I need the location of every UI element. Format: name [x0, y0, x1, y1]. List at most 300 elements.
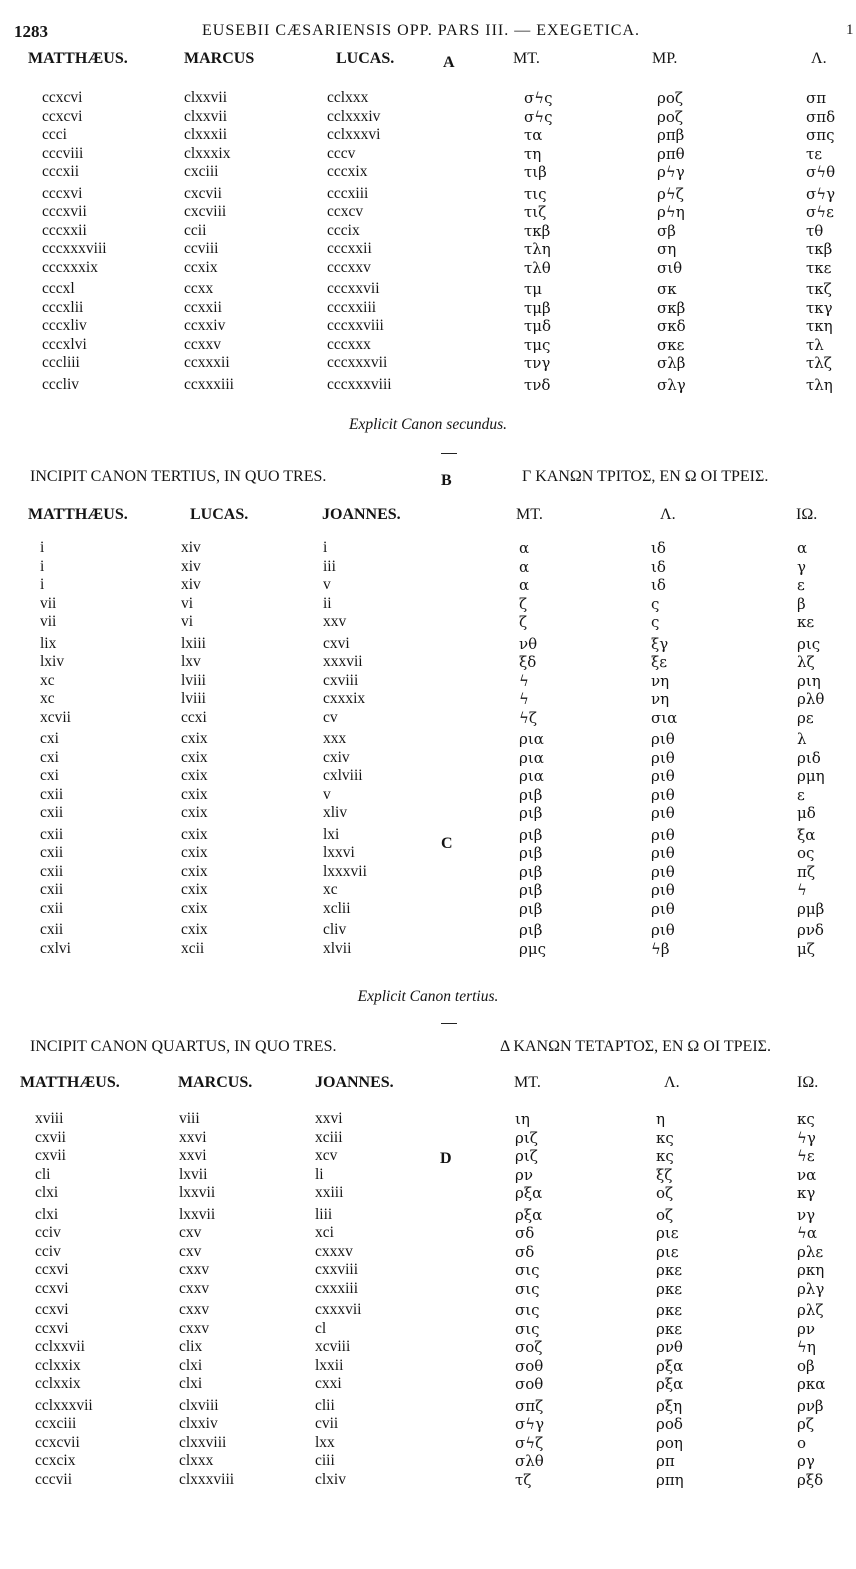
greek-numeral-cell: ργ — [797, 1452, 815, 1470]
table-row — [0, 539, 856, 558]
greek-numeral-cell: σκβ — [657, 298, 686, 317]
latin-numeral-cell: lviii — [181, 690, 206, 707]
greek-numeral-cell: ιδ — [651, 539, 666, 557]
latin-numeral-cell: cxlvi — [40, 939, 71, 957]
greek-numeral-cell: ρπθ — [657, 144, 685, 163]
latin-numeral-cell: cxii — [40, 881, 64, 898]
greek-numeral-cell: τμς — [524, 335, 551, 354]
latin-numeral-cell: ccxx — [184, 280, 214, 297]
greek-numeral-cell: κε — [797, 613, 815, 631]
latin-numeral-cell: cclxxvii — [35, 1338, 85, 1355]
latin-numeral-cell: cxlviii — [323, 767, 363, 784]
latin-numeral-cell: i — [40, 539, 45, 556]
latin-numeral-cell: cccix — [327, 221, 360, 239]
greek-numeral-cell: οζ — [656, 1184, 674, 1202]
latin-numeral-cell: vii — [40, 613, 57, 630]
column-header: ΜΤ. — [516, 506, 543, 523]
latin-numeral-cell: lxiii — [181, 634, 206, 652]
table-row — [0, 108, 856, 127]
latin-numeral-cell: xcv — [315, 1147, 338, 1164]
greek-numeral-cell: ϟζ — [519, 708, 538, 727]
column-header: Λ. — [664, 1074, 680, 1091]
latin-numeral-cell: clxi — [35, 1184, 59, 1201]
greek-numeral-cell: τλζ — [806, 354, 832, 372]
latin-numeral-cell: lxiv — [40, 653, 65, 670]
greek-numeral-cell: να — [797, 1165, 817, 1184]
greek-numeral-cell: ριθ — [651, 767, 675, 785]
greek-numeral-cell: ρξα — [515, 1205, 543, 1224]
greek-numeral-cell: α — [519, 576, 530, 594]
latin-numeral-cell: xxvi — [315, 1110, 343, 1127]
table-row — [0, 921, 856, 940]
latin-numeral-cell: cccxxii — [327, 240, 372, 257]
table-row — [0, 240, 856, 259]
greek-numeral-cell: ρλε — [797, 1242, 824, 1261]
latin-numeral-cell: cxiv — [323, 748, 350, 766]
latin-numeral-cell: v — [323, 785, 331, 803]
latin-numeral-cell: cccxvi — [42, 184, 83, 202]
table-row — [0, 576, 856, 595]
latin-numeral-cell: cxcvii — [184, 184, 222, 202]
greek-numeral-cell: κς — [797, 1110, 815, 1128]
latin-numeral-cell: cclxxix — [35, 1356, 81, 1374]
latin-numeral-cell: cccxlii — [42, 298, 84, 316]
table-row — [0, 1452, 856, 1471]
table-row — [0, 1280, 856, 1299]
greek-numeral-cell: πζ — [797, 862, 815, 881]
latin-numeral-cell: clxi — [179, 1375, 203, 1392]
table-row — [0, 940, 856, 959]
greek-numeral-cell: ξε — [651, 653, 668, 671]
greek-numeral-cell: τζ — [515, 1470, 532, 1489]
table-row — [0, 1338, 856, 1357]
greek-numeral-cell: σοθ — [515, 1375, 544, 1393]
latin-numeral-cell: cccliii — [42, 354, 80, 371]
latin-numeral-cell: cccxl — [42, 280, 75, 297]
latin-numeral-cell: clxiv — [315, 1470, 346, 1488]
latin-numeral-cell: cxii — [40, 844, 64, 861]
column-header: MATTHÆUS. — [28, 506, 128, 523]
greek-numeral-cell: ρκε — [656, 1261, 682, 1279]
latin-numeral-cell: cccxxii — [42, 221, 87, 239]
latin-numeral-cell: cccxxviii — [327, 317, 384, 334]
latin-numeral-cell: xcvii — [40, 708, 71, 726]
greek-numeral-cell: σις — [515, 1261, 540, 1279]
greek-numeral-cell: ε — [797, 785, 805, 804]
greek-numeral-cell: οβ — [797, 1356, 815, 1375]
running-title: EUSEBII CÆSARIENSIS OPP. PARS III. — EXEGETICA. — [202, 22, 641, 39]
greek-numeral-cell: σπς — [806, 126, 835, 144]
latin-numeral-cell: xcviii — [315, 1338, 351, 1355]
latin-numeral-cell: vi — [181, 594, 194, 612]
latin-numeral-cell: cccxlvi — [42, 335, 87, 353]
latin-numeral-cell: cccv — [327, 144, 356, 162]
latin-numeral-cell: cxxv — [179, 1319, 210, 1337]
greek-numeral-cell: ρε — [797, 708, 814, 727]
greek-numeral-cell: ρκε — [656, 1279, 682, 1298]
latin-numeral-cell: cxii — [40, 862, 64, 880]
latin-numeral-cell: clxviii — [179, 1396, 219, 1414]
greek-numeral-cell: οζ — [656, 1205, 674, 1224]
table-row — [0, 1375, 856, 1394]
latin-numeral-cell: xiv — [181, 557, 201, 575]
latin-numeral-cell: ccxxii — [184, 298, 222, 316]
latin-numeral-cell: cccxvii — [42, 203, 87, 220]
greek-numeral-cell: σϟζ — [515, 1433, 544, 1452]
greek-numeral-cell: σις — [515, 1319, 540, 1338]
canon3-column-headers — [0, 506, 856, 530]
table-row — [0, 1301, 856, 1320]
latin-numeral-cell: cxix — [181, 881, 208, 898]
greek-numeral-cell: ϟη — [797, 1338, 816, 1356]
greek-numeral-cell: ρπ — [656, 1452, 675, 1470]
greek-numeral-cell: ριθ — [651, 881, 675, 899]
latin-numeral-cell: lxxxvii — [323, 862, 367, 880]
greek-numeral-cell: ζ — [519, 613, 528, 631]
latin-numeral-cell: ccxxiv — [184, 317, 226, 334]
greek-numeral-cell: ρπβ — [657, 126, 685, 144]
latin-numeral-cell: clxi — [179, 1356, 203, 1374]
latin-numeral-cell: clxxvii — [184, 89, 228, 106]
latin-numeral-cell: cv — [323, 708, 338, 726]
latin-numeral-cell: ccxxxiii — [184, 375, 234, 393]
latin-numeral-cell: cclxxix — [35, 1375, 81, 1392]
latin-numeral-cell: cccxxxvii — [327, 354, 388, 371]
latin-numeral-cell: ccxvi — [35, 1301, 69, 1318]
greek-numeral-cell: σια — [651, 708, 678, 727]
greek-numeral-cell: σϟθ — [806, 163, 836, 181]
margin-letter: D — [440, 1150, 452, 1167]
latin-numeral-cell: cxcviii — [184, 203, 227, 220]
greek-numeral-cell: σπδ — [806, 107, 836, 126]
latin-numeral-cell: cxix — [181, 921, 208, 938]
latin-numeral-cell: cciv — [35, 1224, 61, 1241]
latin-numeral-cell: cccxix — [327, 163, 368, 180]
canon3-title-greek: Γ ΚΑΝΩΝ ΤΡΙΤΟΣ, ΕΝ Ω ΟΙ ΤΡΕΙΣ. — [522, 468, 769, 485]
table-row — [0, 1415, 856, 1434]
latin-numeral-cell: xc — [323, 881, 338, 898]
table-row — [0, 749, 856, 768]
latin-numeral-cell: i — [40, 576, 45, 593]
canon4-title-latin: INCIPIT CANON QUARTUS, IN QUO TRES. — [30, 1038, 337, 1055]
table-row — [0, 203, 856, 222]
latin-numeral-cell: v — [323, 576, 331, 593]
latin-numeral-cell: clxi — [35, 1205, 59, 1223]
canon4-table — [0, 1110, 856, 1489]
greek-numeral-cell: τιβ — [524, 163, 547, 181]
margin-letter: C — [441, 835, 453, 852]
greek-numeral-cell: σβ — [657, 221, 676, 240]
greek-numeral-cell: ρκε — [656, 1319, 682, 1338]
margin-letter: A — [443, 54, 455, 71]
greek-numeral-cell: λ — [797, 730, 807, 748]
greek-numeral-cell: σϟς — [524, 89, 553, 107]
column-header: ΙΩ. — [797, 1074, 819, 1091]
greek-numeral-cell: ρμη — [797, 767, 825, 785]
latin-numeral-cell: cxv — [179, 1242, 202, 1260]
latin-numeral-cell: ccxcvi — [42, 89, 83, 106]
greek-numeral-cell: σις — [515, 1301, 540, 1319]
greek-numeral-cell: τιζ — [524, 203, 547, 221]
greek-numeral-cell: σλγ — [657, 375, 686, 394]
canon4-column-headers — [0, 1074, 856, 1098]
latin-numeral-cell: cccxxx — [327, 335, 371, 353]
latin-numeral-cell: ccxi — [181, 708, 207, 726]
table-row — [0, 89, 856, 108]
latin-numeral-cell: cli — [35, 1165, 51, 1183]
greek-numeral-cell: ριδ — [797, 748, 821, 767]
latin-numeral-cell: i — [323, 539, 328, 556]
latin-numeral-cell: ii — [323, 594, 332, 612]
table-row — [0, 1166, 856, 1185]
greek-numeral-cell: τκγ — [806, 298, 833, 317]
greek-numeral-cell: ϟα — [797, 1224, 818, 1242]
greek-numeral-cell: τλη — [806, 375, 833, 394]
greek-numeral-cell: ριε — [656, 1242, 679, 1261]
greek-numeral-cell: ροζ — [657, 89, 683, 107]
greek-numeral-cell: τθ — [806, 221, 824, 240]
table-row — [0, 672, 856, 691]
latin-numeral-cell: cxii — [40, 804, 64, 821]
canon2-column-headers — [0, 50, 856, 74]
greek-numeral-cell: νη — [651, 690, 670, 708]
canon4-title-greek: Δ ΚΑΝΩΝ ΤΕΤΑΡΤΟΣ, ΕΝ Ω ΟΙ ΤΡΕΙΣ. — [500, 1038, 771, 1055]
greek-numeral-cell: σκ — [657, 280, 677, 298]
greek-numeral-cell: ρξα — [515, 1184, 543, 1202]
latin-numeral-cell: clxxviii — [179, 1433, 227, 1451]
table-row — [0, 1110, 856, 1129]
greek-numeral-cell: ϟε — [797, 1147, 815, 1165]
greek-numeral-cell: α — [519, 557, 530, 576]
latin-numeral-cell: lviii — [181, 671, 206, 689]
section-rule — [441, 1023, 457, 1024]
greek-numeral-cell: α — [797, 539, 808, 557]
latin-numeral-cell: cclxxx — [327, 89, 369, 106]
greek-numeral-cell: ρλγ — [797, 1279, 825, 1298]
latin-numeral-cell: cxi — [40, 767, 59, 784]
greek-numeral-cell: ϟ — [519, 690, 529, 708]
greek-numeral-cell: ρξδ — [797, 1470, 824, 1489]
greek-numeral-cell: ρζ — [797, 1415, 814, 1433]
table-row — [0, 786, 856, 805]
latin-numeral-cell: cl — [315, 1319, 327, 1337]
greek-numeral-cell: ε — [797, 576, 805, 594]
table-row — [0, 222, 856, 241]
latin-numeral-cell: cccxxv — [327, 258, 371, 276]
latin-numeral-cell: clxxxix — [184, 144, 231, 162]
latin-numeral-cell: cccxiii — [327, 184, 369, 202]
greek-numeral-cell: σλβ — [657, 354, 686, 372]
latin-numeral-cell: xiv — [181, 576, 201, 593]
table-row — [0, 844, 856, 863]
latin-numeral-cell: vii — [40, 594, 57, 612]
greek-numeral-cell: σλθ — [515, 1452, 544, 1470]
greek-numeral-cell: ρμβ — [797, 899, 825, 918]
latin-numeral-cell: cxix — [181, 767, 208, 784]
latin-numeral-cell: cciv — [35, 1242, 61, 1260]
greek-numeral-cell: ριθ — [651, 785, 675, 804]
greek-numeral-cell: σοθ — [515, 1356, 544, 1375]
table-row — [0, 299, 856, 318]
greek-numeral-cell: ρια — [519, 730, 544, 748]
latin-numeral-cell: cxix — [181, 748, 208, 766]
latin-numeral-cell: clxxxviii — [179, 1470, 235, 1488]
greek-numeral-cell: κς — [656, 1128, 674, 1147]
latin-numeral-cell: cxvii — [35, 1128, 66, 1146]
latin-numeral-cell: cxix — [181, 825, 208, 843]
latin-numeral-cell: cccxxxviii — [327, 375, 392, 393]
greek-numeral-cell: ριε — [656, 1224, 679, 1242]
greek-numeral-cell: ριβ — [519, 862, 543, 881]
latin-numeral-cell: clix — [179, 1338, 203, 1355]
margin-letter: B — [441, 472, 452, 489]
table-row — [0, 1397, 856, 1416]
greek-numeral-cell: ρμς — [519, 939, 546, 958]
latin-numeral-cell: cccxliv — [42, 317, 87, 334]
latin-numeral-cell: ccxciii — [35, 1415, 77, 1432]
greek-numeral-cell: η — [656, 1110, 665, 1128]
section-rule — [441, 453, 457, 454]
greek-numeral-cell: ρν — [797, 1319, 815, 1338]
latin-numeral-cell: cccliv — [42, 375, 80, 393]
table-row — [0, 259, 856, 278]
latin-numeral-cell: cxi — [40, 748, 59, 766]
greek-numeral-cell: σκε — [657, 335, 685, 354]
latin-numeral-cell: cxix — [181, 844, 208, 861]
latin-numeral-cell: cclxxxvii — [35, 1396, 93, 1414]
greek-numeral-cell: ροη — [656, 1433, 683, 1452]
greek-numeral-cell: ριβ — [519, 825, 543, 844]
latin-numeral-cell: xci — [315, 1224, 334, 1241]
greek-numeral-cell: ιδ — [651, 557, 666, 576]
greek-numeral-cell: τκβ — [524, 221, 551, 240]
latin-numeral-cell: lxxii — [315, 1356, 344, 1374]
greek-numeral-cell: β — [797, 594, 806, 613]
column-header: Λ. — [811, 50, 827, 67]
latin-numeral-cell: clxxvii — [184, 107, 228, 125]
greek-numeral-cell: μζ — [797, 939, 815, 958]
table-row — [0, 653, 856, 672]
canon3-explicit: Explicit Canon tertius. — [357, 988, 499, 1005]
latin-numeral-cell: lxx — [315, 1433, 335, 1451]
latin-numeral-cell: cccxxxviii — [42, 240, 107, 257]
latin-numeral-cell: viii — [179, 1110, 200, 1127]
greek-numeral-cell: τα — [524, 126, 543, 144]
latin-numeral-cell: cxi — [40, 730, 59, 747]
greek-numeral-cell: σϟε — [806, 203, 834, 221]
latin-numeral-cell: cxciii — [184, 163, 219, 180]
latin-numeral-cell: cxii — [40, 825, 64, 843]
column-header: MARCUS. — [178, 1074, 253, 1091]
greek-numeral-cell: ξζ — [656, 1165, 673, 1184]
greek-numeral-cell: τκβ — [806, 240, 833, 258]
greek-numeral-cell: ζ — [519, 594, 528, 613]
greek-numeral-cell: ρνδ — [797, 921, 824, 939]
column-header: ΜΡ. — [652, 50, 678, 67]
canon2-table — [0, 89, 856, 394]
greek-numeral-cell: σϟς — [524, 107, 553, 126]
latin-numeral-cell: ccxvi — [35, 1261, 69, 1278]
latin-numeral-cell: cxvii — [35, 1147, 66, 1164]
greek-numeral-cell: ροδ — [656, 1415, 683, 1433]
latin-numeral-cell: xxx — [323, 730, 347, 747]
latin-numeral-cell: cxxxvii — [315, 1301, 362, 1318]
greek-numeral-cell: ρϟη — [657, 203, 685, 221]
latin-numeral-cell: ccxvi — [35, 1279, 69, 1297]
latin-numeral-cell: ccxvi — [35, 1319, 69, 1337]
table-row — [0, 1261, 856, 1280]
table-row — [0, 804, 856, 823]
greek-numeral-cell: τνδ — [524, 375, 551, 394]
greek-numeral-cell: τις — [524, 184, 547, 203]
table-row — [0, 317, 856, 336]
table-row — [0, 1206, 856, 1225]
table-row — [0, 595, 856, 614]
latin-numeral-cell: cxii — [40, 921, 64, 938]
greek-numeral-cell: τλη — [524, 240, 551, 258]
latin-numeral-cell: ccii — [184, 221, 207, 239]
greek-numeral-cell: ρνβ — [797, 1396, 824, 1415]
greek-numeral-cell: ρπη — [656, 1470, 684, 1489]
latin-numeral-cell: cxv — [179, 1224, 202, 1241]
greek-numeral-cell: κγ — [797, 1184, 816, 1202]
greek-numeral-cell: ριβ — [519, 785, 543, 804]
table-row — [0, 709, 856, 728]
latin-numeral-cell: xiv — [181, 539, 201, 556]
latin-numeral-cell: xclii — [323, 899, 351, 917]
column-header: ΜΤ. — [513, 50, 540, 67]
latin-numeral-cell: cccxxvii — [327, 280, 380, 297]
latin-numeral-cell: xliv — [323, 804, 348, 821]
column-header: MARCUS — [184, 50, 255, 67]
table-row — [0, 1434, 856, 1453]
latin-numeral-cell: lxi — [323, 825, 340, 843]
latin-numeral-cell: cxxi — [315, 1375, 342, 1392]
latin-numeral-cell: clxxx — [179, 1452, 214, 1469]
latin-numeral-cell: xxvi — [179, 1128, 207, 1146]
latin-numeral-cell: cxvi — [323, 634, 350, 652]
latin-numeral-cell: clii — [315, 1396, 335, 1414]
latin-numeral-cell: cxxv — [179, 1279, 210, 1297]
table-row — [0, 730, 856, 749]
latin-numeral-cell: cccxxxix — [42, 258, 98, 276]
column-header: MATTHÆUS. — [20, 1074, 120, 1091]
latin-numeral-cell: xxxvii — [323, 653, 363, 670]
greek-numeral-cell: ριβ — [519, 844, 543, 862]
greek-numeral-cell: ση — [657, 240, 677, 258]
table-row — [0, 1471, 856, 1490]
greek-numeral-cell: ριθ — [651, 804, 675, 822]
latin-numeral-cell: ccxcvi — [42, 107, 83, 125]
latin-numeral-cell: cxxv — [179, 1261, 210, 1278]
table-row — [0, 1129, 856, 1148]
latin-numeral-cell: xc — [40, 690, 55, 707]
latin-numeral-cell: lxxvii — [179, 1205, 216, 1223]
greek-numeral-cell: ριθ — [651, 825, 675, 844]
latin-numeral-cell: xlvii — [323, 939, 352, 957]
latin-numeral-cell: cxxv — [179, 1301, 210, 1318]
latin-numeral-cell: cccxii — [42, 163, 80, 180]
latin-numeral-cell: ccxcix — [35, 1452, 76, 1469]
table-row — [0, 1357, 856, 1376]
greek-numeral-cell: ς — [651, 594, 660, 613]
greek-numeral-cell: σκδ — [657, 317, 686, 335]
latin-numeral-cell: clxxiv — [179, 1415, 218, 1432]
table-row — [0, 336, 856, 355]
greek-numeral-cell: ριθ — [651, 862, 675, 881]
greek-numeral-cell: σδ — [515, 1224, 535, 1242]
greek-numeral-cell: α — [519, 539, 530, 557]
